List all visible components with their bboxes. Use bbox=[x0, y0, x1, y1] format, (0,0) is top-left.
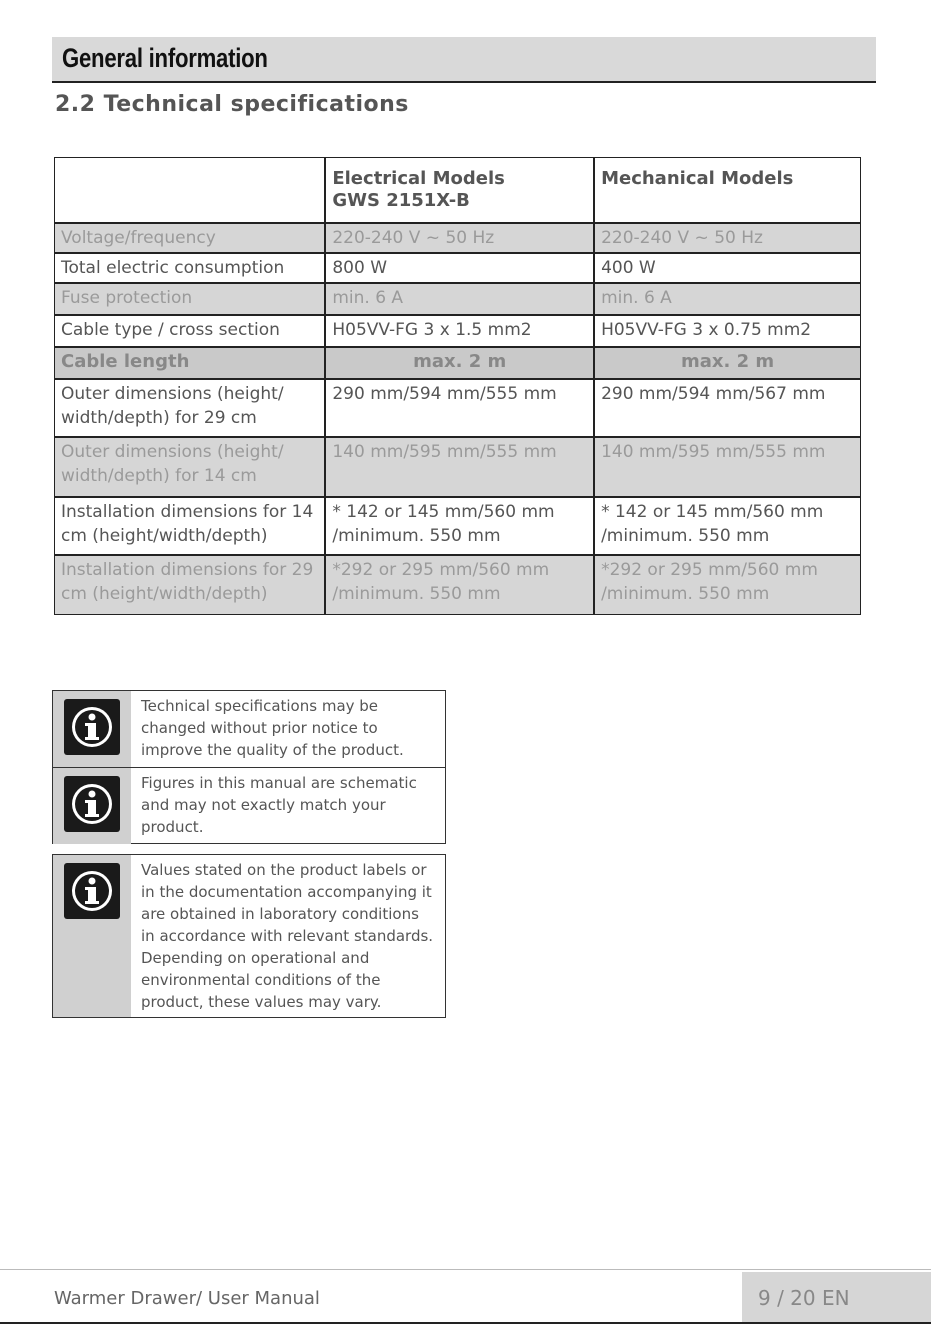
table-cell: 400 W bbox=[595, 254, 860, 284]
table-row bbox=[55, 498, 860, 556]
table-row bbox=[55, 224, 860, 254]
table-cell: *292 or 295 mm/560 mm /minimum. 550 mm bbox=[326, 556, 595, 614]
table-header-row bbox=[55, 158, 860, 224]
table-row bbox=[55, 348, 860, 380]
table-cell: 220-240 V ~ 50 Hz bbox=[595, 224, 860, 254]
info-notes-box bbox=[52, 690, 446, 844]
info-note-text: Figures in this manual are schematic and may not exactly match your product. bbox=[141, 774, 417, 836]
table-row bbox=[55, 284, 860, 316]
table-cell: Installation dimensions for 29 cm (height/width/depth) bbox=[55, 556, 326, 614]
table-cell: Installation dimensions for 14 cm (height/width/depth) bbox=[55, 498, 326, 556]
table-cell: Cable type / cross section bbox=[55, 316, 326, 348]
info-icon-cell bbox=[53, 855, 131, 1017]
table-cell: 140 mm/595 mm/555 mm bbox=[326, 438, 595, 498]
table-cell: Outer dimensions (height/ width/depth) for 14 cm bbox=[55, 438, 326, 498]
info-icon-cell bbox=[53, 768, 131, 844]
info-note bbox=[53, 691, 445, 768]
table-cell: Outer dimensions (height/ width/depth) for 29 cm bbox=[55, 380, 326, 438]
info-note bbox=[53, 768, 445, 844]
footer-page-number: 9 / 20 EN bbox=[742, 1272, 931, 1324]
info-icon bbox=[64, 776, 120, 832]
footer-manual-title: Warmer Drawer/ User Manual bbox=[54, 1288, 320, 1309]
info-note-text: Values stated on the product labels or in the documentation accompanying it are obtained in laboratory conditions in accordance with relevant standards. Depending on operational and environmental conditions of the product, these values may vary. bbox=[141, 861, 434, 1011]
info-icon bbox=[64, 863, 120, 919]
table-header-cell bbox=[595, 158, 860, 224]
table-cell: *292 or 295 mm/560 mm /minimum. 550 mm bbox=[595, 556, 860, 614]
table-cell: Voltage/frequency bbox=[55, 224, 326, 254]
table-cell: min. 6 A bbox=[595, 284, 860, 316]
table-cell: 290 mm/594 mm/555 mm bbox=[326, 380, 595, 438]
table-cell: max. 2 m bbox=[595, 348, 860, 380]
table-cell: * 142 or 145 mm/560 mm /minimum. 550 mm bbox=[326, 498, 595, 556]
technical-specifications-table bbox=[54, 157, 861, 615]
table-row bbox=[55, 316, 860, 348]
page-header-title: General information bbox=[62, 43, 268, 73]
table-cell: Fuse protection bbox=[55, 284, 326, 316]
table-cell: Total electric consumption bbox=[55, 254, 326, 284]
table-cell: 290 mm/594 mm/567 mm bbox=[595, 380, 860, 438]
table-cell: 140 mm/595 mm/555 mm bbox=[595, 438, 860, 498]
table-row bbox=[55, 556, 860, 614]
table-cell: H05VV-FG 3 x 0.75 mm2 bbox=[595, 316, 860, 348]
section-header-bar bbox=[52, 37, 876, 83]
table-header-cell bbox=[55, 158, 326, 224]
table-cell: max. 2 m bbox=[326, 348, 595, 380]
info-note-text: Technical specifications may be changed without prior notice to improve the quality of the product. bbox=[141, 697, 404, 759]
mechanical-models-header: Mechanical Models bbox=[601, 168, 794, 189]
info-icon bbox=[64, 699, 120, 755]
table-cell: H05VV-FG 3 x 1.5 mm2 bbox=[326, 316, 595, 348]
table-row bbox=[55, 438, 860, 498]
table-row bbox=[55, 254, 860, 284]
section-title: 2.2 Technical specifications bbox=[55, 92, 409, 117]
info-note bbox=[53, 855, 445, 1017]
electrical-models-header: Electrical Models GWS 2151X-B bbox=[332, 168, 505, 211]
table-header-cell bbox=[326, 158, 595, 224]
info-icon-cell bbox=[53, 691, 131, 767]
footer-divider bbox=[0, 1269, 931, 1270]
info-note-box bbox=[52, 854, 446, 1018]
table-cell: 220-240 V ~ 50 Hz bbox=[326, 224, 595, 254]
table-row bbox=[55, 380, 860, 438]
table-cell: min. 6 A bbox=[326, 284, 595, 316]
table-cell: Cable length bbox=[55, 348, 326, 380]
table-cell: * 142 or 145 mm/560 mm /minimum. 550 mm bbox=[595, 498, 860, 556]
table-cell: 800 W bbox=[326, 254, 595, 284]
